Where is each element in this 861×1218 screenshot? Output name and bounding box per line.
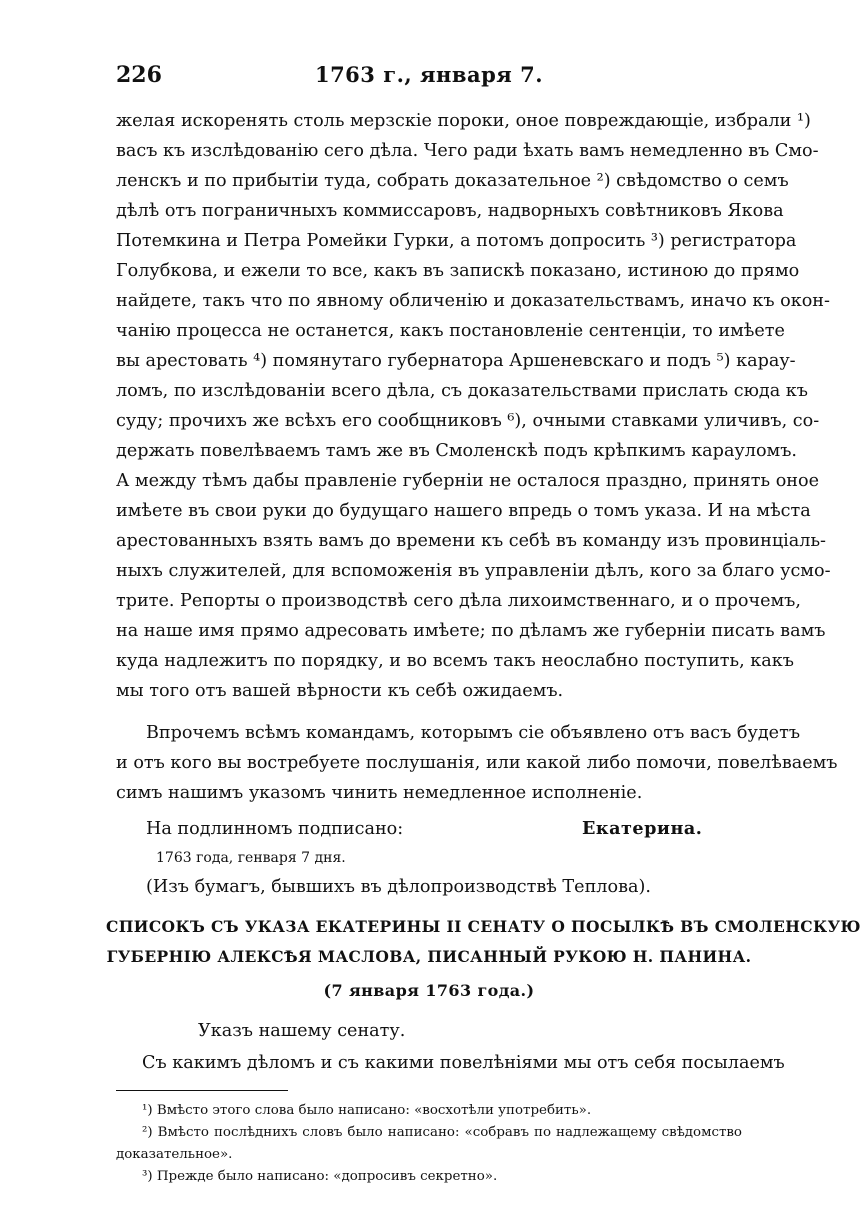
page-number: 226 (116, 62, 162, 88)
footnote: доказательное». (116, 1147, 233, 1162)
text-line: А между тѣмъ дабы правленіе губерніи не осталося праздно, принять оное (116, 471, 820, 491)
footnote: ³) Прежде было написано: «допросивъ секретно». (142, 1169, 498, 1184)
text-line: дѣлѣ отъ пограничныхъ коммиссаровъ, надворныхъ совѣтниковъ Якова (116, 201, 784, 221)
text-line: и отъ кого вы востребуете послушанія, или какой либо помочи, повелѣваемъ (116, 753, 838, 773)
text-line: васъ къ изслѣдованію сего дѣла. Чего ради ѣхать вамъ немедленно въ Смо- (116, 141, 819, 161)
source-note: (Изъ бумагъ, бывшихъ въ дѣлопроизводствѣ Теплова). (146, 877, 651, 897)
text-line: ныхъ служителей, для вспоможенія въ управленіи дѣлъ, кого за благо усмо- (116, 561, 831, 581)
text-line: куда надлежитъ по порядку, и во всемъ такъ неослабно поступить, какъ (116, 651, 794, 671)
text-line: мы того отъ вашей вѣрности къ себѣ ожидаемъ. (116, 681, 564, 701)
signature-name: Екатерина. (582, 818, 703, 839)
signature-label: На подлинномъ подписано: (146, 819, 404, 839)
text-line: ленскъ и по прибытіи туда, собрать доказательное ²) свѣдомство о семъ (116, 171, 789, 191)
text-line: имѣете въ свои руки до будущаго нашего впредь о томъ указа. И на мѣста (116, 501, 811, 521)
text-line: ломъ, по изслѣдованіи всего дѣла, съ доказательствами прислать сюда къ (116, 381, 808, 401)
decree-address: Указъ нашему сенату. (198, 1021, 406, 1041)
decree-first-line: Съ какимъ дѣломъ и съ какими повелѣніями мы отъ себя посылаемъ (142, 1053, 785, 1073)
heading-line-1: СПИСОКЪ СЪ УКАЗА ЕКАТЕРИНЫ II СЕНАТУ О ПОСЫЛКѢ ВЪ СМОЛЕНСКУЮ (106, 917, 861, 936)
text-line: на наше имя прямо адресовать имѣете; по дѣламъ же губерніи писать вамъ (116, 621, 826, 641)
heading-date: (7 января 1763 года.) (323, 981, 535, 1000)
text-line: суду; прочихъ же всѣхъ его сообщниковъ ⁶), очными ставками уличивъ, со- (116, 411, 820, 431)
text-line: Впрочемъ всѣмъ командамъ, которымъ сіе объявлено отъ васъ будетъ (146, 723, 801, 743)
text-line: арестованныхъ взять вамъ до времени къ себѣ въ команду изъ провинціаль- (116, 531, 826, 551)
text-line: Голубкова, и ежели то все, какъ въ запискѣ показано, истиною до прямо (116, 261, 800, 281)
text-line: симъ нашимъ указомъ чинить немедленное исполненіе. (116, 783, 643, 803)
text-line: Потемкина и Петра Ромейки Гурки, а потомъ допросить ³) регистратора (116, 231, 797, 251)
text-line: найдете, такъ что по явному обличенію и доказательствамъ, иначо къ окон- (116, 291, 830, 311)
heading-line-2: ГУБЕРНІЮ АЛЕКСѢЯ МАСЛОВА, ПИСАННЫЙ РУКОЮ Н. ПАНИНА. (106, 947, 752, 966)
footnote: ²) Вмѣсто послѣднихъ словъ было написано: «собравъ по надлежащему свѣдомство (142, 1125, 742, 1140)
signature-date: 1763 года, генваря 7 дня. (156, 850, 346, 866)
text-line: чанію процесса не останется, какъ постановленіе сентенціи, то имѣете (116, 321, 785, 341)
page-header (116, 62, 742, 92)
text-line: держать повелѣваемъ тамъ же въ Смоленскѣ подъ крѣпкимъ карауломъ. (116, 441, 798, 461)
footnote: ¹) Вмѣсто этого слова было написано: «восхотѣли употребить». (142, 1103, 592, 1118)
footnote-separator (116, 1090, 288, 1091)
text-line: трите. Репорты о производствѣ сего дѣла лихоимственнаго, и о прочемъ, (116, 591, 801, 611)
text-line: вы арестовать ⁴) помянутаго губернатора Аршеневскаго и подъ ⁵) карау- (116, 351, 796, 371)
text-line: желая искоренять столь мерзскіе пороки, оное повреждающіе, избрали ¹) (116, 111, 811, 131)
running-title: 1763 г., января 7. (314, 62, 544, 87)
